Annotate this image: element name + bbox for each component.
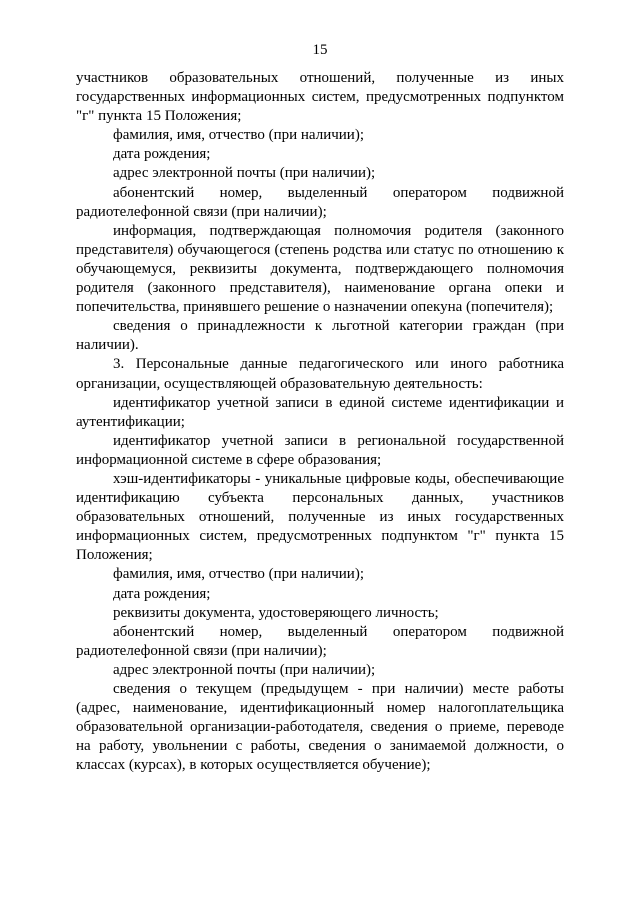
paragraph: фамилия, имя, отчество (при наличии); (113, 566, 364, 583)
paragraph: идентификатор учетной записи в региональной государственной информационной системе в сфере образования; (76, 432, 564, 468)
paragraph: информация, подтверждающая полномочия родителя (законного представителя) обучающегося (степень родства или статус по отношению к обучающемуся, реквизиты документа, подтверждающего полномочия родителя (законного представителя), наименование органа опеки и попечительства, принявшего решение о назначении опекуна (попечителя); (76, 222, 564, 316)
document-body (76, 69, 564, 775)
paragraph: сведения о принадлежности к льготной категории граждан (при наличии). (76, 318, 564, 354)
paragraph: абонентский номер, выделенный оператором подвижной радиотелефонной связи (при наличии); (76, 184, 564, 220)
paragraph: сведения о текущем (предыдущем - при наличии) месте работы (адрес, наименование, идентификационный номер налогоплательщика образовательной организации-работодателя, сведения о приеме, переводе на работу, увольнении с работы, сведения о занимаемой должности, о классах (курсах), в которых осуществляется обучение); (76, 681, 564, 774)
paragraph: фамилия, имя, отчество (при наличии); (113, 127, 364, 144)
paragraph: дата рождения; (113, 585, 211, 602)
paragraph: абонентский номер, выделенный оператором подвижной радиотелефонной связи (при наличии); (76, 623, 564, 659)
paragraph: адрес электронной почты (при наличии); (113, 165, 376, 182)
paragraph: адрес электронной почты (при наличии); (113, 661, 376, 678)
page-number: 15 (312, 42, 328, 58)
paragraph: участников образовательных отношений, полученные из иных государственных информационных систем, предусмотренных подпунктом "г" пункта 15 Положения; (76, 70, 564, 125)
paragraph: реквизиты документа, удостоверяющего личность; (113, 604, 439, 621)
paragraph: хэш-идентификаторы - уникальные цифровые коды, обеспечивающие идентификацию субъекта персональных данных, участников образовательных отношений, полученные из иных государственных информационных систем, предусмотренных подпунктом "г" пункта 15 Положения; (76, 470, 564, 564)
paragraph: идентификатор учетной записи в единой системе идентификации и аутентификации; (76, 394, 564, 430)
paragraph: дата рождения; (113, 146, 211, 163)
section-heading: 3. Персональные данные педагогического или иного работника организации, осуществляющей образовательную деятельность: (76, 356, 564, 392)
